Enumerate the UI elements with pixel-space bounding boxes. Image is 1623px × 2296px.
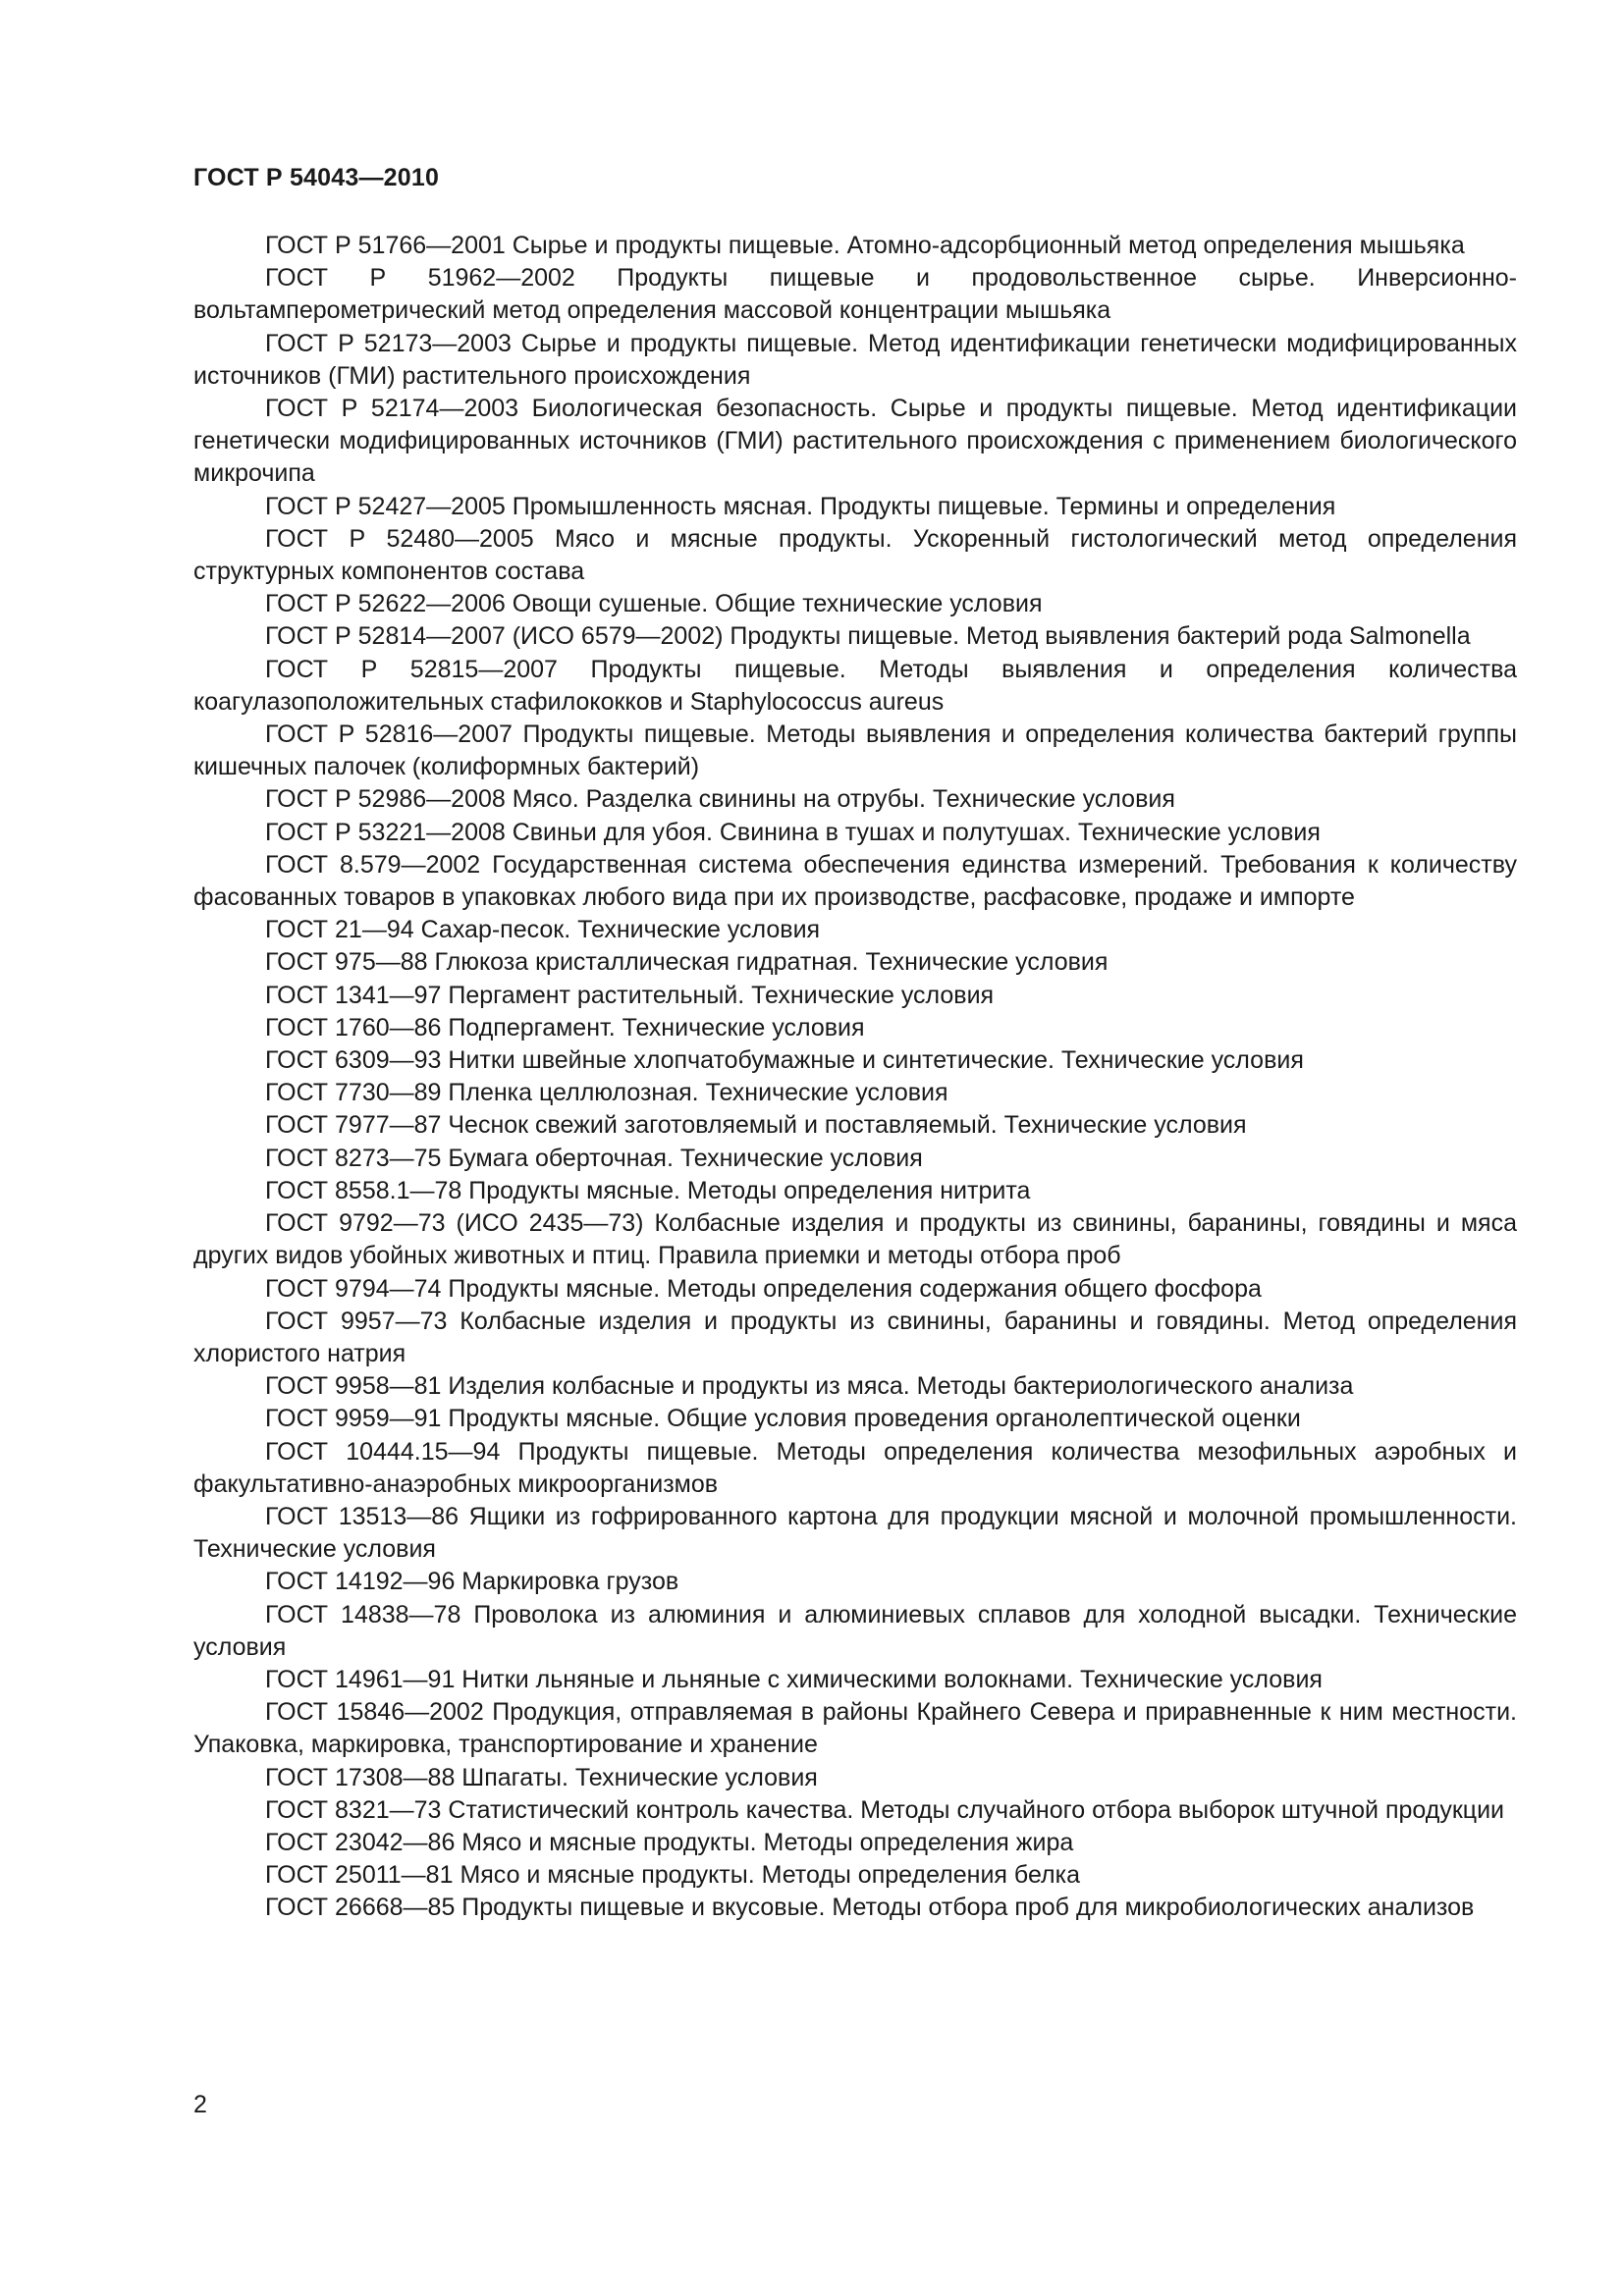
normative-references-list [193,230,1517,1925]
reference-item: ГОСТ 9958—81 Изделия колбасные и продукты из мяса. Методы бактериологического анализа [265,1372,1354,1401]
reference-item: ГОСТ 23042—86 Мясо и мясные продукты. Методы определения жира [265,1828,1074,1856]
reference-item: ГОСТ 26668—85 Продукты пищевые и вкусовые. Методы отбора проб для микробиологических анализов [265,1894,1475,1922]
reference-item: ГОСТ 14192—96 Маркировка грузов [265,1568,679,1596]
reference-item: ГОСТ 8321—73 Статистический контроль качества. Методы случайного отбора выборок штучной продукции [265,1795,1505,1824]
reference-item: ГОСТ Р 52816—2007 Продукты пищевые. Методы выявления и определения количества бактерий группы кишечных палочек (колиформных бактерий) [193,721,1517,781]
reference-item: ГОСТ 1341—97 Пергамент растительный. Технические условия [265,981,995,1009]
reference-item: ГОСТ 9794—74 Продукты мясные. Методы определения содержания общего фосфора [265,1274,1262,1303]
page-number: 2 [193,2091,207,2118]
reference-item: ГОСТ Р 52815—2007 Продукты пищевые. Методы выявления и определения количества коагулазоположительных стафилококков и Staphylococcus aureus [193,655,1517,716]
reference-item: ГОСТ 25011—81 Мясо и мясные продукты. Методы определения белка [265,1861,1081,1890]
reference-item: ГОСТ Р 52173—2003 Сырье и продукты пищевые. Метод идентификации генетически модифицированных источников (ГМИ) растительного происхождения [193,329,1517,390]
reference-item: ГОСТ 17308—88 Шпагаты. Технические условия [265,1763,818,1791]
reference-item: ГОСТ 8273—75 Бумага оберточная. Технические условия [265,1144,923,1172]
reference-item: ГОСТ 15846—2002 Продукция, отправляемая в районы Крайнего Севера и приравненные к ним местности. Упаковка, маркировка, транспортирование и хранение [193,1698,1517,1759]
reference-item: ГОСТ Р 52174—2003 Биологическая безопасность. Сырье и продукты пищевые. Метод идентификации генетически модифицированных источников (ГМИ) растительного происхождения с применением биологического микрочипа [193,395,1517,488]
reference-item: ГОСТ 14961—91 Нитки льняные и льняные с химическими волокнами. Технические условия [265,1665,1323,1693]
reference-item: ГОСТ Р 52427—2005 Промышленность мясная. Продукты пищевые. Термины и определения [265,492,1336,520]
reference-item: ГОСТ 7730—89 Пленка целлюлозная. Технические условия [265,1079,948,1107]
reference-item: ГОСТ 10444.15—94 Продукты пищевые. Методы определения количества мезофильных аэробных и факультативно-анаэробных микроорганизмов [193,1437,1517,1498]
reference-item: ГОСТ 9959—91 Продукты мясные. Общие условия проведения органолептической оценки [265,1405,1301,1433]
document-header: ГОСТ Р 54043—2010 [193,164,440,191]
reference-item: ГОСТ 1760—86 Подпергамент. Технические условия [265,1013,865,1041]
reference-item: ГОСТ 7977—87 Чеснок свежий заготовляемый и поставляемый. Технические условия [265,1111,1247,1140]
reference-item: ГОСТ 21—94 Сахар-песок. Технические условия [265,916,821,944]
reference-item: ГОСТ Р 51766—2001 Сырье и продукты пищевые. Атомно-адсорбционный метод определения мышьяка [265,232,1465,259]
reference-item: ГОСТ 13513—86 Ящики из гофрированного картона для продукции мясной и молочной промышленности. Технические условия [193,1502,1517,1564]
reference-item: ГОСТ 14838—78 Проволока из алюминия и алюминиевых сплавов для холодной высадки. Технические условия [193,1600,1517,1661]
reference-item: ГОСТ Р 52986—2008 Мясо. Разделка свинины на отрубы. Технические условия [265,785,1175,814]
reference-item: ГОСТ Р 52480—2005 Мясо и мясные продукты. Ускоренный гистологический метод определения структурных компонентов состава [193,524,1517,586]
reference-item: ГОСТ 6309—93 Нитки швейные хлопчатобумажные и синтетические. Технические условия [265,1046,1304,1075]
reference-item: ГОСТ 9792—73 (ИСО 2435—73) Колбасные изделия и продукты из свинины, баранины, говядины и мяса других видов убойных животных и птиц. Правила приемки и методы отбора проб [193,1209,1517,1270]
reference-item: ГОСТ Р 51962—2002 Продукты пищевые и продовольственное сырье. Инверсионно-вольтамперометрический метод определения массовой концентрации мышьяка [193,264,1517,325]
reference-item: ГОСТ Р 53221—2008 Свиньи для убоя. Свинина в тушах и полутушах. Технические условия [265,818,1321,846]
reference-item: ГОСТ Р 52814—2007 (ИСО 6579—2002) Продукты пищевые. Метод выявления бактерий рода Salmonella [265,622,1471,651]
reference-item: ГОСТ 975—88 Глюкоза кристаллическая гидратная. Технические условия [265,948,1109,977]
reference-item: ГОСТ 8.579—2002 Государственная система обеспечения единства измерений. Требования к количеству фасованных товаров в упаковках любого вида при их производстве, расфасовке, продаже и импорте [193,850,1517,912]
reference-item: ГОСТ Р 52622—2006 Овощи сушеные. Общие технические условия [265,590,1043,618]
reference-item: ГОСТ 9957—73 Колбасные изделия и продукты из свинины, баранины и говядины. Метод определения хлористого натрия [193,1307,1517,1367]
reference-item: ГОСТ 8558.1—78 Продукты мясные. Методы определения нитрита [265,1176,1031,1204]
